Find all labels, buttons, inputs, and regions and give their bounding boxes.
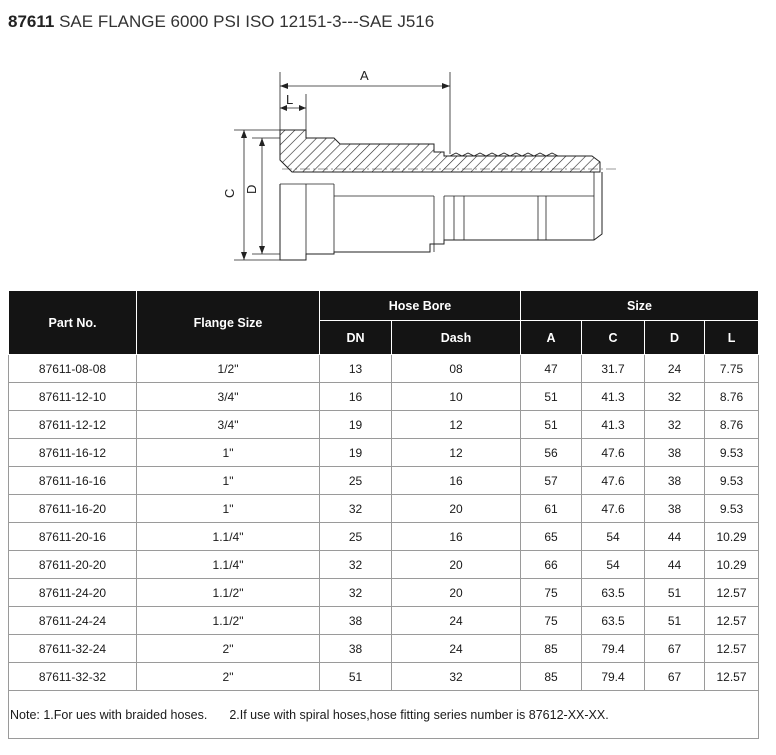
cell-c: 47.6 (582, 467, 645, 495)
cell-dash: 16 (392, 467, 521, 495)
cell-c: 79.4 (582, 663, 645, 691)
table-row (9, 635, 759, 663)
note-1: Note: 1.For ues with braided hoses. (10, 707, 208, 722)
cell-a: 51 (521, 411, 582, 439)
cell-dn: 38 (320, 607, 392, 635)
cell-dash: 12 (392, 439, 521, 467)
table-row (9, 495, 759, 523)
cell-dn: 32 (320, 551, 392, 579)
cell-d: 51 (645, 607, 705, 635)
cell-dn: 32 (320, 495, 392, 523)
dim-c-label: C (222, 188, 237, 198)
cell-l: 9.53 (705, 439, 759, 467)
cell-dash: 08 (392, 355, 521, 383)
cell-dn: 25 (320, 467, 392, 495)
spec-table (8, 290, 759, 739)
table-row (9, 383, 759, 411)
cell-flange-size: 1.1/2" (137, 579, 320, 607)
cell-dn: 19 (320, 439, 392, 467)
table-row (9, 411, 759, 439)
header-d: D (645, 321, 705, 355)
header-a: A (521, 321, 582, 355)
cell-dash: 20 (392, 579, 521, 607)
cell-l: 10.29 (705, 523, 759, 551)
header-hose-bore: Hose Bore (320, 291, 521, 321)
cell-l: 12.57 (705, 579, 759, 607)
cell-d: 24 (645, 355, 705, 383)
cell-d: 67 (645, 663, 705, 691)
header-dn: DN (320, 321, 392, 355)
table-row (9, 355, 759, 383)
header-part-no: Part No. (9, 291, 137, 355)
cell-d: 67 (645, 635, 705, 663)
cell-flange-size: 1.1/4" (137, 523, 320, 551)
cell-dash: 16 (392, 523, 521, 551)
cell-d: 32 (645, 411, 705, 439)
cell-c: 54 (582, 523, 645, 551)
cell-d: 38 (645, 439, 705, 467)
cell-c: 54 (582, 551, 645, 579)
cell-dn: 19 (320, 411, 392, 439)
cell-flange-size: 1.1/2" (137, 607, 320, 635)
cell-flange-size: 2" (137, 635, 320, 663)
cell-flange-size: 1.1/4" (137, 551, 320, 579)
cell-part-no: 87611-16-16 (9, 467, 137, 495)
cell-d: 32 (645, 383, 705, 411)
cell-a: 51 (521, 383, 582, 411)
cell-l: 7.75 (705, 355, 759, 383)
cell-c: 47.6 (582, 495, 645, 523)
table-row (9, 439, 759, 467)
title-text: SAE FLANGE 6000 PSI ISO 12151-3---SAE J516 (59, 12, 435, 31)
page-title (8, 12, 434, 32)
cell-dash: 20 (392, 495, 521, 523)
table-row (9, 579, 759, 607)
cell-dn: 13 (320, 355, 392, 383)
cell-l: 10.29 (705, 551, 759, 579)
cell-c: 41.3 (582, 383, 645, 411)
cell-c: 47.6 (582, 439, 645, 467)
cell-part-no: 87611-32-24 (9, 635, 137, 663)
cell-a: 66 (521, 551, 582, 579)
cell-a: 85 (521, 663, 582, 691)
fitting-drawing (222, 64, 622, 274)
cell-c: 41.3 (582, 411, 645, 439)
cell-l: 12.57 (705, 607, 759, 635)
cell-l: 8.76 (705, 411, 759, 439)
cell-dn: 32 (320, 579, 392, 607)
cell-flange-size: 1" (137, 439, 320, 467)
cell-part-no: 87611-24-20 (9, 579, 137, 607)
cell-dash: 20 (392, 551, 521, 579)
cell-c: 63.5 (582, 607, 645, 635)
cell-l: 9.53 (705, 495, 759, 523)
table-row (9, 551, 759, 579)
cell-d: 38 (645, 467, 705, 495)
cell-part-no: 87611-20-16 (9, 523, 137, 551)
cell-flange-size: 2" (137, 663, 320, 691)
table-note (9, 691, 759, 739)
cell-dash: 32 (392, 663, 521, 691)
cell-flange-size: 1/2" (137, 355, 320, 383)
cell-a: 85 (521, 635, 582, 663)
cell-l: 12.57 (705, 663, 759, 691)
cell-part-no: 87611-12-12 (9, 411, 137, 439)
dim-d-label: D (244, 184, 259, 194)
cell-part-no: 87611-16-12 (9, 439, 137, 467)
cell-part-no: 87611-20-20 (9, 551, 137, 579)
cell-a: 56 (521, 439, 582, 467)
cell-a: 61 (521, 495, 582, 523)
table-row (9, 663, 759, 691)
cell-c: 79.4 (582, 635, 645, 663)
cell-flange-size: 3/4" (137, 383, 320, 411)
cell-dn: 25 (320, 523, 392, 551)
cell-part-no: 87611-08-08 (9, 355, 137, 383)
cell-l: 9.53 (705, 467, 759, 495)
cell-a: 75 (521, 607, 582, 635)
dim-a-label: A (360, 68, 369, 83)
part-series-code: 87611 (8, 12, 55, 31)
cell-a: 57 (521, 467, 582, 495)
cell-dn: 38 (320, 635, 392, 663)
cell-dn: 16 (320, 383, 392, 411)
cell-a: 75 (521, 579, 582, 607)
cell-part-no: 87611-24-24 (9, 607, 137, 635)
cell-l: 12.57 (705, 635, 759, 663)
cell-c: 63.5 (582, 579, 645, 607)
header-size: Size (521, 291, 759, 321)
cell-part-no: 87611-16-20 (9, 495, 137, 523)
cell-flange-size: 1" (137, 495, 320, 523)
cell-a: 47 (521, 355, 582, 383)
header-l: L (705, 321, 759, 355)
cell-a: 65 (521, 523, 582, 551)
table-row (9, 523, 759, 551)
cell-d: 51 (645, 579, 705, 607)
table-row (9, 467, 759, 495)
cell-flange-size: 1" (137, 467, 320, 495)
cell-l: 8.76 (705, 383, 759, 411)
cell-dash: 10 (392, 383, 521, 411)
cell-dash: 24 (392, 635, 521, 663)
header-dash: Dash (392, 321, 521, 355)
cell-d: 44 (645, 551, 705, 579)
header-c: C (582, 321, 645, 355)
cell-flange-size: 3/4" (137, 411, 320, 439)
cell-c: 31.7 (582, 355, 645, 383)
cell-part-no: 87611-32-32 (9, 663, 137, 691)
table-row (9, 607, 759, 635)
cell-d: 44 (645, 523, 705, 551)
note-2: 2.If use with spiral hoses,hose fitting series number is 87612-XX-XX. (229, 707, 609, 722)
dim-l-label: L (286, 92, 294, 107)
header-flange-size: Flange Size (137, 291, 320, 355)
cell-dash: 24 (392, 607, 521, 635)
cell-dn: 51 (320, 663, 392, 691)
cell-dash: 12 (392, 411, 521, 439)
cell-part-no: 87611-12-10 (9, 383, 137, 411)
cell-d: 38 (645, 495, 705, 523)
